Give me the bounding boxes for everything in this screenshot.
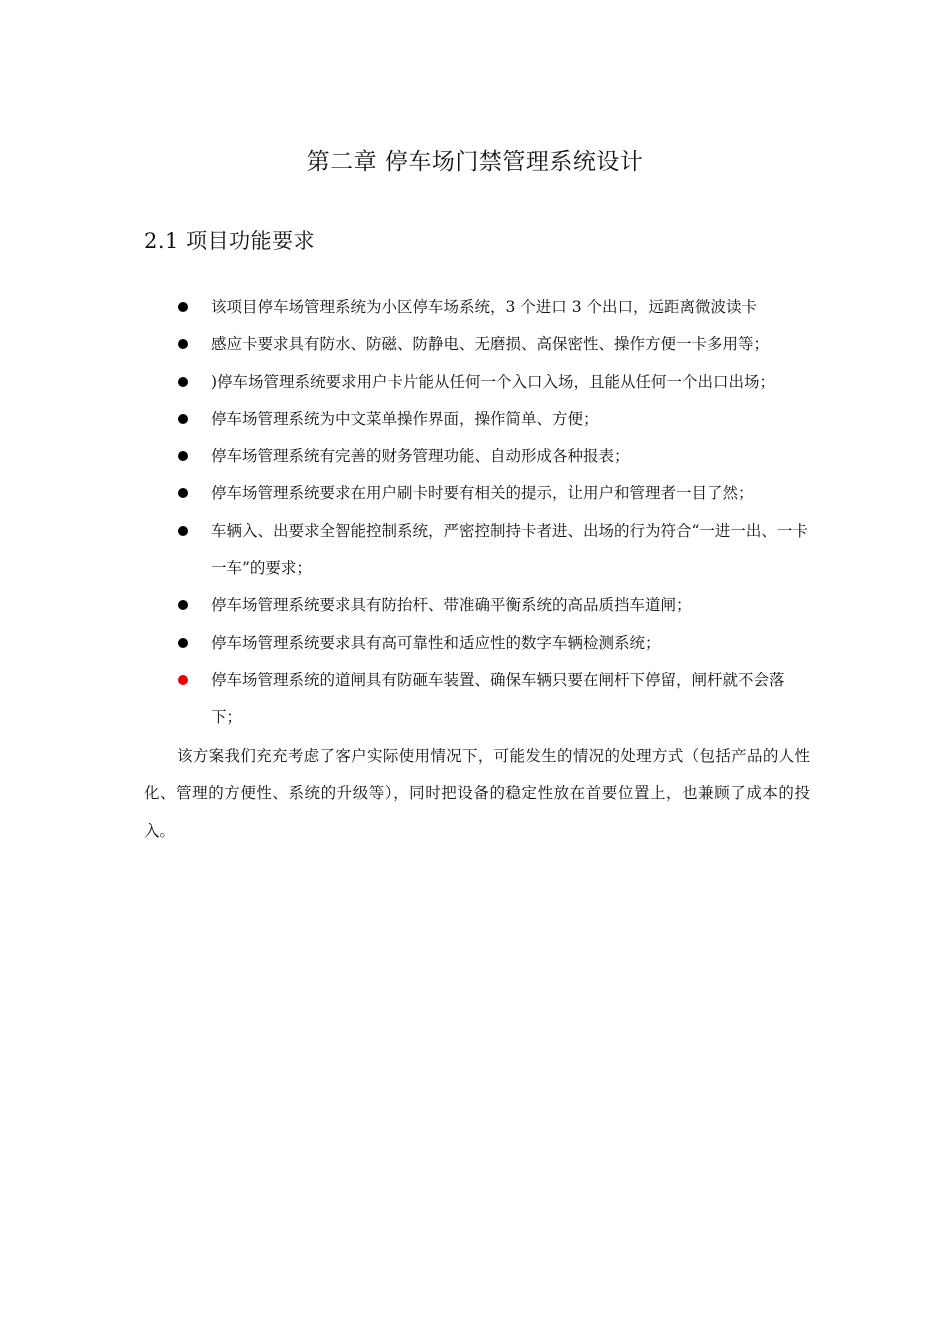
list-item-text: 车辆入、出要求全智能控制系统，严密控制持卡者进、出场的行为符合“一进一出、一卡一车”的要求； xyxy=(211,521,808,578)
list-item-text: 停车场管理系统为中文菜单操作界面，操作简单、方便； xyxy=(211,409,599,428)
bullet-dot-icon xyxy=(178,339,188,349)
bullet-dot-icon xyxy=(178,526,188,536)
bullet-dot-icon xyxy=(178,600,188,610)
list-item-text: 停车场管理系统的道闸具有防砸车装置、确保车辆只要在闸杆下停留，闸杆就不会落下； xyxy=(211,670,785,727)
list-item xyxy=(0,326,950,363)
bullet-dot-icon xyxy=(178,302,188,312)
list-item-text: 感应卡要求具有防水、防磁、防静电、无磨损、高保密性、操作方便一卡多用等； xyxy=(211,335,770,354)
list-item xyxy=(0,401,950,438)
body-paragraph: 该方案我们充充考虑了客户实际使用情况下，可能发生的情况的处理方式（包括产品的人性化、管理的方便性、系统的升级等），同时把设备的稳定性放在首要位置上，也兼顾了成本的投入。 xyxy=(144,747,810,840)
list-item xyxy=(0,289,950,326)
list-item-text: 停车场管理系统要求具有防抬杆、带准确平衡系统的高品质挡车道闸； xyxy=(211,596,692,615)
list-item-text: 该项目停车场管理系统为小区停车场系统，3 个进口 3 个出口，远距离微波读卡 xyxy=(211,298,758,316)
list-item-text: 停车场管理系统有完善的财务管理功能、自动形成各种报表； xyxy=(211,447,630,466)
list-item xyxy=(0,364,950,401)
list-item xyxy=(0,475,950,512)
list-item xyxy=(0,438,950,475)
chapter-title: 第二章 停车场门禁管理系统设计 xyxy=(306,149,644,175)
red-bullet-dot-icon xyxy=(178,675,188,685)
bullet-dot-icon xyxy=(178,451,188,461)
bullet-dot-icon xyxy=(178,488,188,498)
requirements-list xyxy=(0,289,950,737)
list-item xyxy=(0,587,950,624)
bullet-dot-icon xyxy=(178,414,188,424)
section-title: 2.1 项目功能要求 xyxy=(144,229,316,253)
list-item xyxy=(0,513,950,588)
list-item xyxy=(0,662,950,737)
bullet-dot-icon xyxy=(178,638,188,648)
bullet-dot-icon xyxy=(178,377,188,387)
list-item xyxy=(0,625,950,662)
list-item-text: 停车场管理系统要求在用户刷卡时要有相关的提示，让用户和管理者一目了然； xyxy=(211,484,754,503)
list-item-text: 停车场管理系统要求具有高可靠性和适应性的数字车辆检测系统； xyxy=(211,633,661,652)
list-item-text: )停车场管理系统要求用户卡片能从任何一个入口入场，且能从任何一个出口出场； xyxy=(211,372,776,391)
